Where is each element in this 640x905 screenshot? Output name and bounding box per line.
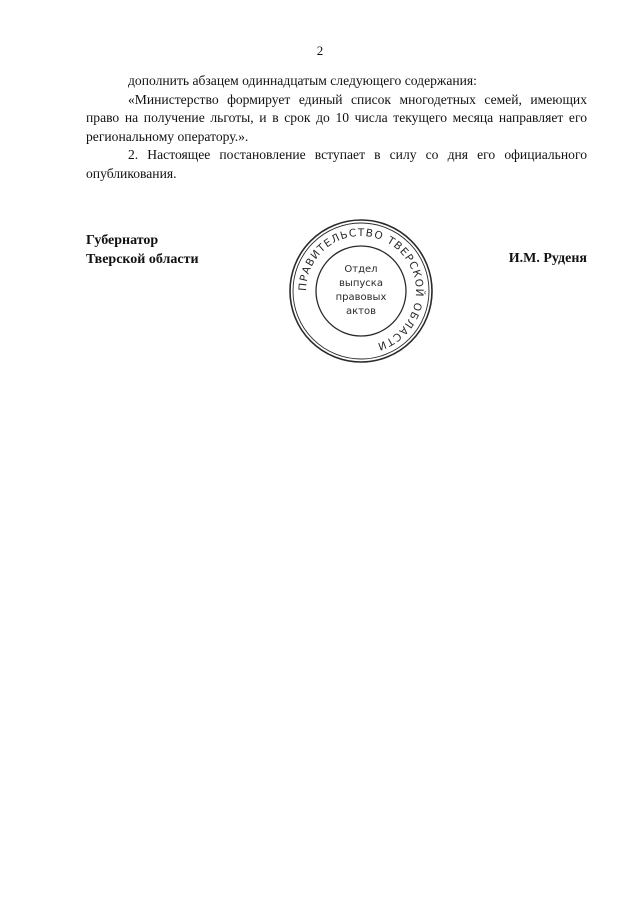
document-body <box>86 72 587 183</box>
official-seal <box>288 218 434 364</box>
seal-ring-text: ПРАВИТЕЛЬСТВО ТВЕРСКОЙ ОБЛАСТИ <box>296 226 426 353</box>
paragraph-amendment-intro: дополнить абзацем одиннадцатым следующего содержания: <box>128 73 477 88</box>
seal-center-line-2: выпуска <box>339 278 383 289</box>
signatory-name: И.М. Руденя <box>508 251 587 266</box>
page-number: 2 <box>316 43 324 58</box>
seal-center-line-4: актов <box>345 306 377 317</box>
signatory-title-line2: Тверской области <box>86 251 199 267</box>
seal-outer-ring-inner <box>293 223 429 359</box>
signatory-title <box>86 232 199 269</box>
signatory-title-line1: Губернатор <box>86 233 159 248</box>
seal-center-line-1: Отдел <box>344 264 378 275</box>
seal-center-line-3: правовых <box>335 292 387 303</box>
paragraph-entry-into-force: 2. Настоящее постановление вступает в силу со дня его официального опубликования. <box>86 147 587 181</box>
seal-outer-ring <box>290 220 432 362</box>
seal-inner-ring <box>316 246 406 336</box>
paragraph-quoted-amendment: «Министерство формирует единый список многодетных семей, имеющих право на получение льготы, и в срок до 10 числа текущего месяца направляет его региональному оператору.». <box>86 91 587 144</box>
